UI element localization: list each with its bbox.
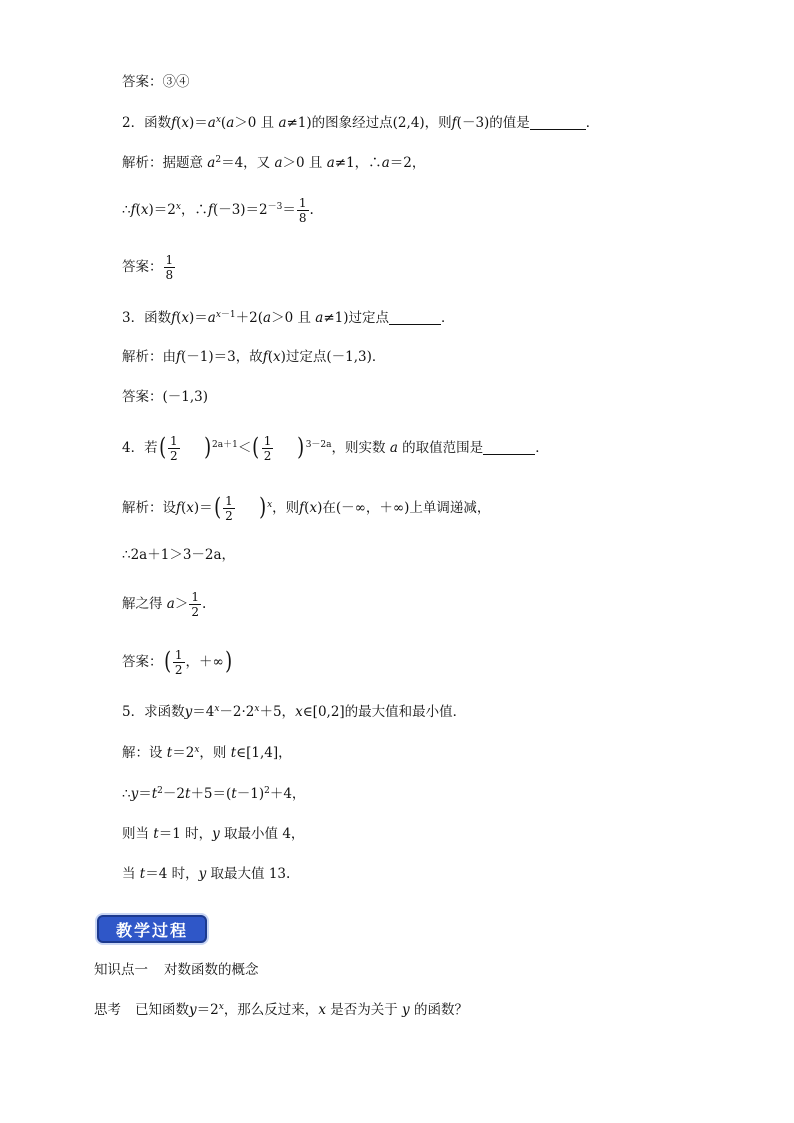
problem-3-answer: 答案：(－1,3) xyxy=(122,389,209,405)
fraction: $\frac{1}{8}$ xyxy=(298,196,307,225)
problem-3: 3．函数$f(x)=a^{x-1}+2(a>0$ 且 a≠1)过定点 ． xyxy=(122,310,455,326)
think-question: 思考 已知函数$y=2^x$，那么反过来，x 是否为关于 y 的函数？ xyxy=(94,1002,468,1018)
fraction: $\frac{1}{2}$ xyxy=(225,494,233,523)
fraction: $\frac{1}{2}$ xyxy=(191,590,199,619)
answer-blank[interactable] xyxy=(530,129,586,130)
problem-4-solution-line-3: 解之得 a＞ $\frac{1}{2}$ . xyxy=(122,590,207,619)
answer-blank[interactable] xyxy=(483,454,535,455)
section-badge: 教学过程 xyxy=(97,915,207,943)
knowledge-point-heading: 知识点一 对数函数的概念 xyxy=(94,962,259,978)
fraction: $\frac{1}{2}$ xyxy=(174,648,183,677)
fraction: $\frac{1}{8}$ xyxy=(165,253,174,282)
problem-5-solution-line-2: $\therefore y=t^2-2t+5=(t-1)^2+4$， xyxy=(122,786,306,802)
problem-5-solution: 解：设 $t=2^x$，则 t∈[1,4]， xyxy=(122,745,292,761)
problem-5: 5．求函数$y=4^x-2\cdot 2^x+5$，x∈[0,2]的最大值和最小值． xyxy=(122,704,467,720)
fraction: $\frac{1}{2}$ xyxy=(263,434,272,463)
problem-2-solution-line-2: $\therefore f(x)=2^x$，$\therefore f(-3)=2^{-3}=$ $\frac{1}{8}$ . xyxy=(122,196,314,225)
problem-3-solution: 解析：由f(－1)＝3，故f(x)过定点(－1,3)． xyxy=(122,349,386,365)
problem-4-solution-line-2: ∴2a＋1＞3－2a， xyxy=(122,547,236,563)
problem-2: 2．函数$f(x)=a^x(a>0$ 且 a≠1)的图象经过点(2,4)，则f(－3)的值是 ． xyxy=(122,115,600,131)
fraction: $\frac{1}{2}$ xyxy=(169,434,178,463)
problem-5-solution-line-4: 当 t＝4 时，y 取最大值 13. xyxy=(122,866,291,882)
answer-line: 答案：③④ xyxy=(122,74,190,90)
problem-2-solution: 解析：据题意 $a^2=4$，又 a＞0 且 a≠1，∴a＝2， xyxy=(122,155,426,171)
problem-5-solution-line-3: 则当 t＝1 时，y 取最小值 4， xyxy=(122,826,305,842)
problem-4-answer: 答案：( $\frac{1}{2}$ ，＋∞) xyxy=(122,646,232,677)
answer-blank[interactable] xyxy=(389,324,441,325)
problem-4-solution: 解析：设f(x)＝( $\frac{1}{2}$ )$^x$，则f(x)在(－∞，＋∞)上单调递减， xyxy=(122,492,491,523)
problem-4: 4．若( $\frac{1}{2}$ )$^{2a+1}$＜( $\frac{1}{2}$ )$^{3-2a}$，则实数 a 的取值范围是 ． xyxy=(122,432,549,463)
problem-2-answer: 答案： $\frac{1}{8}$ xyxy=(122,253,174,282)
